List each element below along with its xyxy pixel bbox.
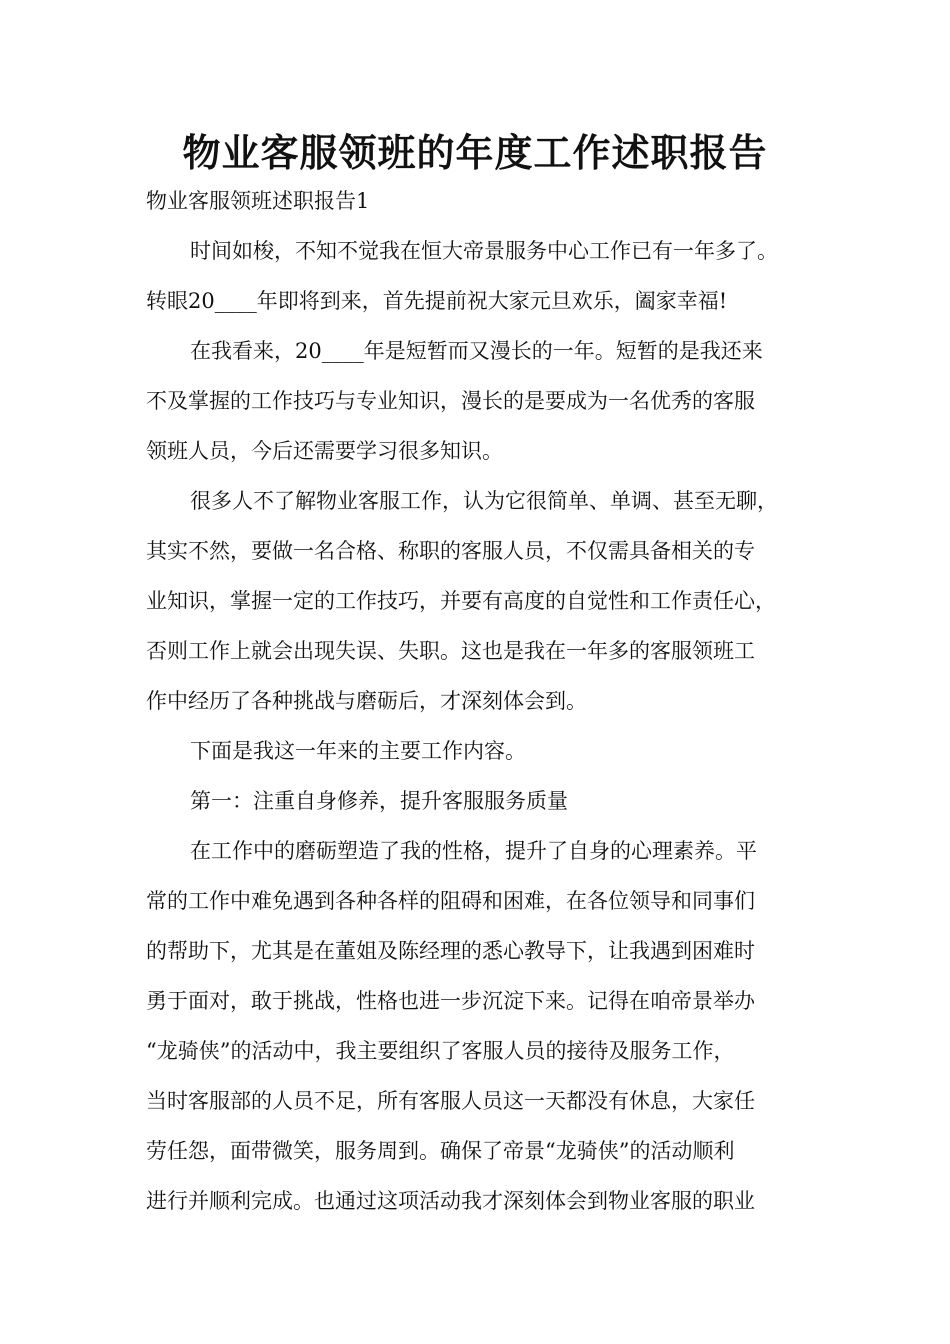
paragraph-line: 在我看来，20____年是短暂而又漫长的一年。短暂的是我还来 xyxy=(190,339,763,363)
document-title: 物业客服领班的年度工作述职报告 xyxy=(182,131,768,175)
section-heading: 第一：注重自身修养，提升客服服务质量 xyxy=(190,789,568,813)
paragraph-line: 下面是我这一年来的主要工作内容。 xyxy=(190,739,526,763)
paragraph-line: 当时客服部的人员不足，所有客服人员这一天都没有休息，大家任 xyxy=(146,1089,755,1113)
paragraph-line: 常的工作中难免遇到各种各样的阻碍和困难，在各位领导和同事们 xyxy=(146,889,755,913)
paragraph-line: 时间如梭，不知不觉我在恒大帝景服务中心工作已有一年多了。 xyxy=(190,239,778,263)
paragraph-line: 领班人员，今后还需要学习很多知识。 xyxy=(146,439,503,463)
paragraph-line: 勇于面对，敢于挑战，性格也进一步沉淀下来。记得在咱帝景举办 xyxy=(146,989,755,1013)
paragraph-line: “龙骑侠”的活动中，我主要组织了客服人员的接待及服务工作， xyxy=(146,1039,735,1063)
paragraph-line: 的帮助下，尤其是在董姐及陈经理的悉心教导下，让我遇到困难时 xyxy=(146,939,755,963)
paragraph-line: 进行并顺利完成。也通过这项活动我才深刻体会到物业客服的职业 xyxy=(146,1189,755,1213)
paragraph-line: 不及掌握的工作技巧与专业知识，漫长的是要成为一名优秀的客服 xyxy=(146,389,755,413)
paragraph-line: 业知识，掌握一定的工作技巧，并要有高度的自觉性和工作责任心， xyxy=(146,589,776,613)
document-subtitle: 物业客服领班述职报告1 xyxy=(146,189,370,213)
paragraph-line: 作中经历了各种挑战与磨砺后，才深刻体会到。 xyxy=(146,689,587,713)
paragraph-line: 否则工作上就会出现失误、失职。这也是我在一年多的客服领班工 xyxy=(146,639,755,663)
paragraph-line: 很多人不了解物业客服工作，认为它很简单、单调、甚至无聊， xyxy=(190,489,778,513)
paragraph-line: 转眼20____年即将到来，首先提前祝大家元旦欢乐，阖家幸福! xyxy=(146,289,728,313)
paragraph-line: 在工作中的磨砺塑造了我的性格，提升了自身的心理素养。平 xyxy=(190,839,757,863)
paragraph-line: 劳任怨，面带微笑，服务周到。确保了帝景“龙骑侠”的活动顺利 xyxy=(146,1139,735,1163)
paragraph-line: 其实不然，要做一名合格、称职的客服人员，不仅需具备相关的专 xyxy=(146,539,755,563)
